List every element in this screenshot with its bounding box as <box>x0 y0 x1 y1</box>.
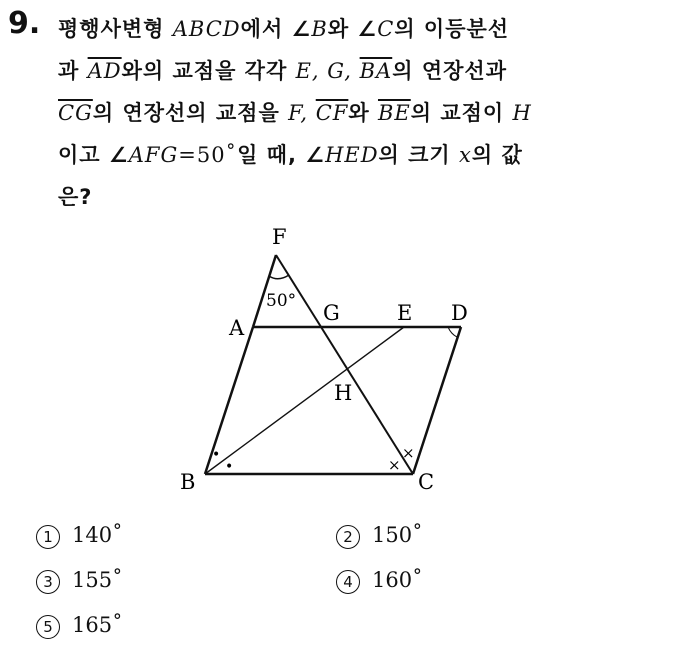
text-span: 은? <box>58 185 93 209</box>
text-span: 일 때, ∠ <box>237 143 326 167</box>
segment-cg: $\overline{CG}$ <box>58 101 93 125</box>
text-span: 의 연장선의 교점을 <box>92 101 289 125</box>
math-span: E, G, <box>295 59 360 83</box>
dot-mark-2: • <box>225 459 234 475</box>
label-b: B <box>180 470 196 494</box>
text-span: 평행사변형 <box>58 17 173 41</box>
label-f: F <box>272 225 287 249</box>
math-span: H <box>512 101 532 125</box>
choice-4-value: 160˚ <box>372 568 423 592</box>
math-span: x <box>459 143 472 167</box>
label-g: G <box>323 301 340 325</box>
choice-1-value: 140˚ <box>72 523 123 547</box>
choice-2[interactable] <box>336 523 423 549</box>
text-span: 와 ∠ <box>327 17 378 41</box>
text-span: 에서 ∠ <box>240 17 312 41</box>
choice-3-marker: 3 <box>36 570 60 594</box>
label-a: A <box>229 316 245 340</box>
cross-mark-2: × <box>402 444 415 462</box>
segment-ba: $\overline{BA}$ <box>359 59 393 83</box>
text-span: 의 이등분선 <box>394 17 510 41</box>
text-span: 이고 ∠ <box>58 143 129 167</box>
segment-ad: $\overline{AD}$ <box>87 59 122 83</box>
text-span: 의 연장선과 <box>392 59 507 83</box>
choice-1[interactable] <box>36 523 123 549</box>
dot-mark-1: • <box>212 447 221 463</box>
math-span: B <box>311 17 328 41</box>
text-span: 의 크기 <box>378 143 460 167</box>
label-d: D <box>451 301 468 325</box>
text-span: 과 <box>58 59 88 83</box>
math-span: C <box>377 17 395 41</box>
segment-be-line <box>205 327 404 474</box>
text-span: 의 값 <box>471 143 523 167</box>
angle-arc-f <box>269 275 289 279</box>
text-span: 와의 교점을 각각 <box>121 59 296 83</box>
choice-3-value: 155˚ <box>72 568 123 592</box>
label-h: H <box>334 381 353 405</box>
choice-2-value: 150˚ <box>372 523 423 547</box>
math-span: AFG <box>128 143 179 167</box>
math-span: =50˚ <box>178 143 238 167</box>
question-number: 9. <box>8 6 41 41</box>
cross-mark-1: × <box>388 456 401 474</box>
choice-5-value: 165˚ <box>72 613 123 637</box>
label-c: C <box>418 470 435 494</box>
choice-2-marker: 2 <box>336 525 360 549</box>
choice-1-marker: 1 <box>36 525 60 549</box>
segment-cd <box>413 327 461 474</box>
math-span: ABCD <box>172 17 241 41</box>
math-span: F, <box>288 101 316 125</box>
label-e: E <box>397 301 413 325</box>
text-span: 와 <box>348 101 378 125</box>
angle-arc-d <box>448 327 457 337</box>
choice-5-marker: 5 <box>36 615 60 639</box>
choice-4[interactable] <box>336 568 423 594</box>
math-span: HED <box>325 143 379 167</box>
text-span: 의 교점이 <box>410 101 513 125</box>
angle-label-50: 50° <box>266 291 297 311</box>
segment-cf: $\overline{CF}$ <box>315 101 349 125</box>
choice-4-marker: 4 <box>336 570 360 594</box>
segment-fc <box>276 255 413 474</box>
choice-3[interactable] <box>36 568 123 594</box>
choice-5[interactable] <box>36 613 123 639</box>
segment-be: $\overline{BE}$ <box>377 101 411 125</box>
